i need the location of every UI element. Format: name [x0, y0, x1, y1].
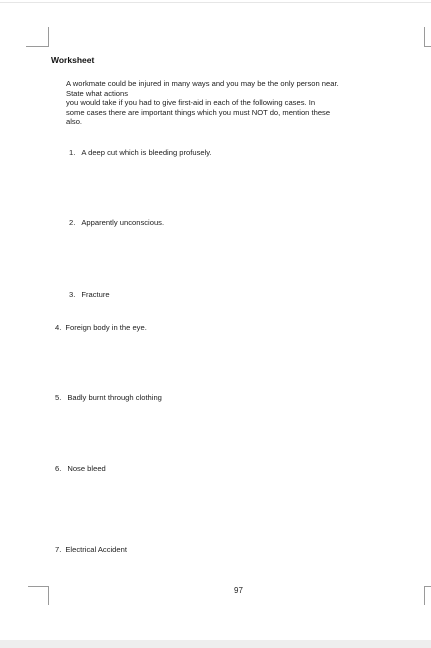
instruction-line: you would take if you had to give first-aid in each of the following cases. In	[66, 98, 316, 108]
instruction-line: also.	[66, 117, 83, 127]
question-text: Foreign body in the eye.	[65, 323, 147, 332]
question-item-6	[55, 464, 106, 473]
instruction-line: State what actions	[66, 88, 129, 98]
question-number: 7.	[55, 545, 62, 554]
top-divider	[0, 2, 431, 3]
question-item-2	[69, 218, 164, 227]
question-text: Fracture	[81, 290, 110, 299]
question-item-7	[55, 545, 127, 554]
question-text: Apparently unconscious.	[81, 218, 165, 227]
instruction-line: some cases there are important things which you must NOT do, mention these	[66, 107, 331, 117]
question-text: Badly burnt through clothing	[67, 393, 162, 402]
question-item-5	[55, 393, 162, 402]
question-number: 5.	[55, 393, 62, 402]
crop-mark-top-left	[26, 27, 49, 47]
page-number: 97	[234, 586, 243, 595]
worksheet-title: Worksheet	[51, 55, 95, 65]
worksheet-instructions	[66, 79, 416, 127]
question-text: A deep cut which is bleeding profusely.	[81, 148, 212, 157]
question-item-3	[69, 290, 110, 299]
question-text: Nose bleed	[67, 464, 106, 473]
crop-mark-top-right	[424, 27, 431, 47]
crop-mark-bottom-left	[28, 586, 49, 605]
question-number: 4.	[55, 323, 62, 332]
question-number: 2.	[69, 218, 76, 227]
question-number: 1.	[69, 148, 76, 157]
question-number: 6.	[55, 464, 62, 473]
question-number: 3.	[69, 290, 76, 299]
question-item-4	[55, 323, 147, 332]
instruction-line: A workmate could be injured in many ways and you may be the only person near.	[66, 79, 339, 88]
crop-mark-bottom-right	[424, 586, 431, 605]
question-text: Electrical Accident	[65, 545, 127, 554]
page-bottom-edge	[0, 640, 431, 648]
question-item-1	[69, 148, 212, 157]
